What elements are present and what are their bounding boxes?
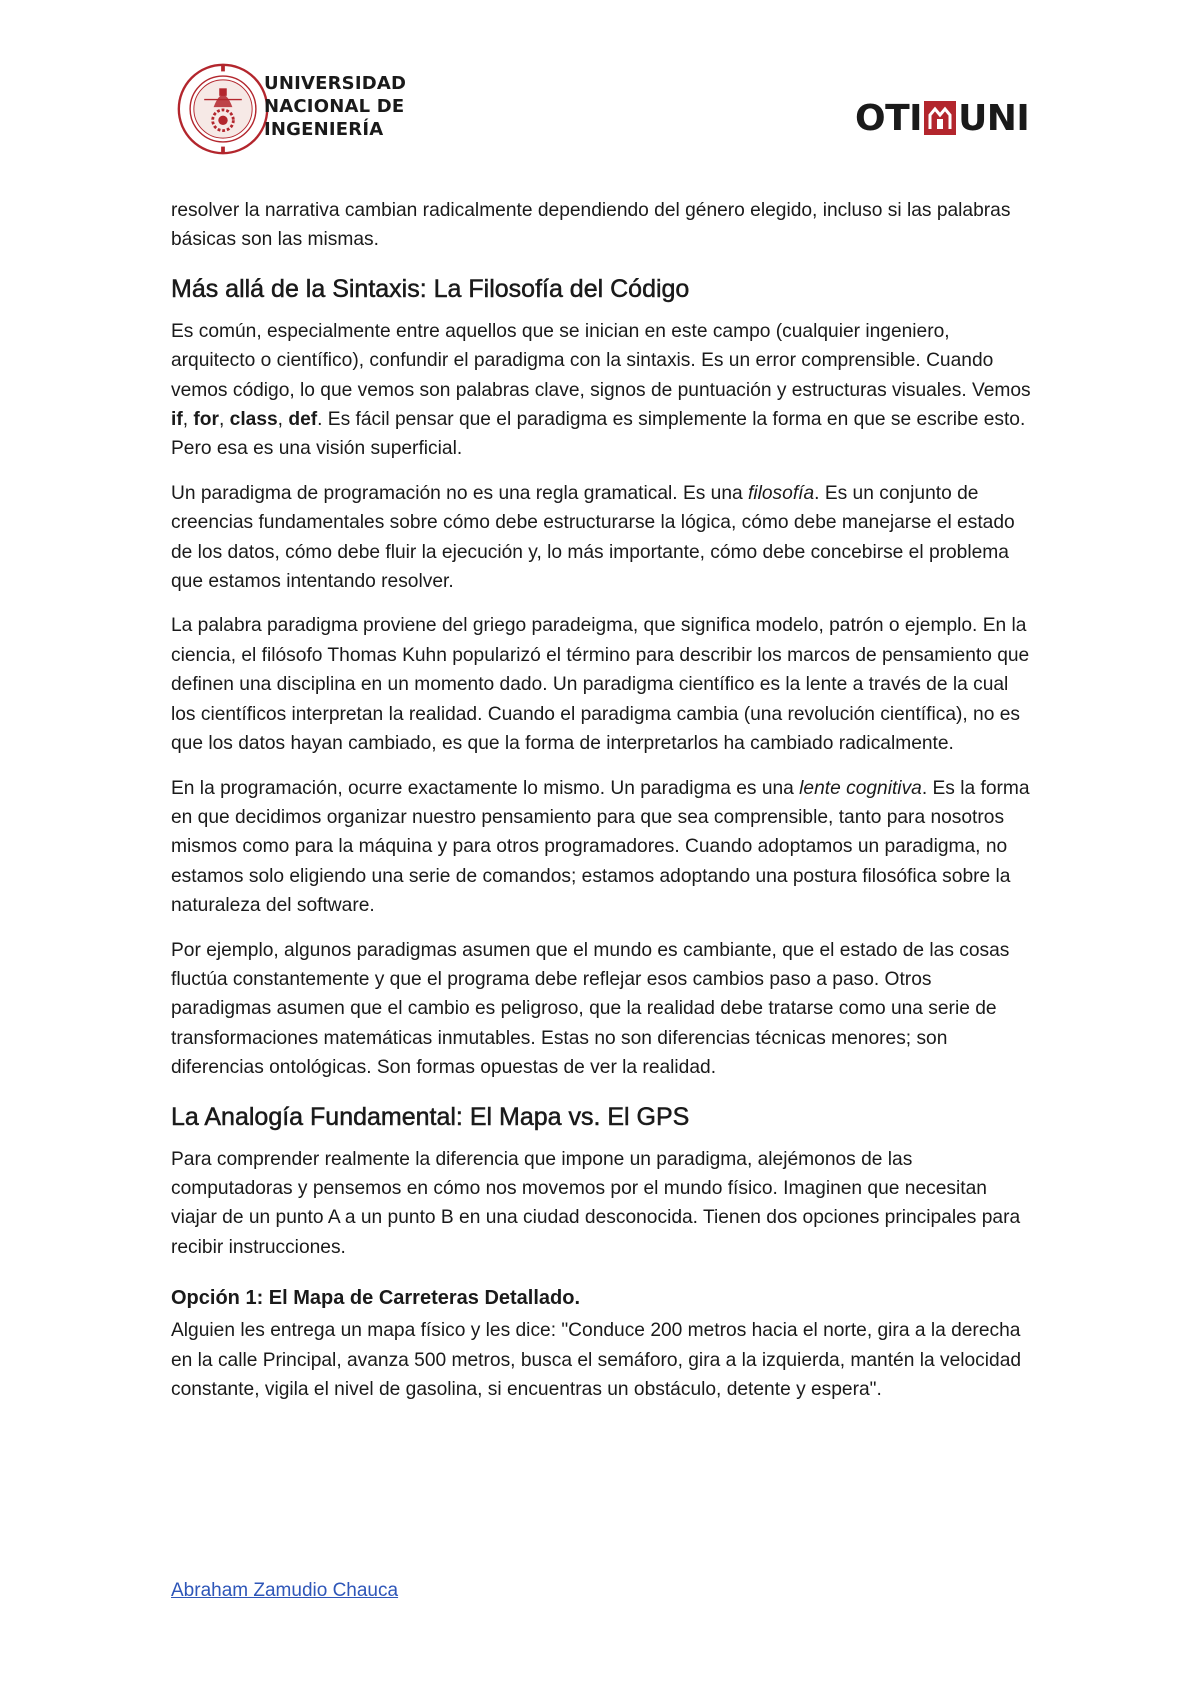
heading-option-1: Opción 1: El Mapa de Carreteras Detallado. [171, 1287, 581, 1310]
emphasis-lente-cognitiva: lente cognitiva [799, 777, 922, 799]
author-link[interactable]: Abraham Zamudio Chauca [171, 1580, 399, 1601]
university-name [264, 72, 406, 141]
emphasis-filosofia: filosofía [748, 482, 815, 504]
keyword-for: for [193, 409, 219, 431]
heading-map-vs-gps: La Analogía Fundamental: El Mapa vs. El GPS [171, 1102, 690, 1131]
oti-uni-logo [855, 98, 1029, 138]
university-name-line-2: NACIONAL DE [264, 96, 405, 117]
university-name-line-1: UNIVERSIDAD [264, 73, 407, 94]
page-header [0, 0, 1192, 170]
paragraph-analogy: Para comprender realmente la diferencia que impone un paradigma, alejémonos de las computadoras y pensemos en cómo nos movemos por el mundo físico. Imaginen que necesitan viajar de un punto A a un punto B en una ciudad desconocida. Tienen dos opciones principales para recibir instrucciones. [171, 1148, 1021, 1258]
keyword-def: def [288, 409, 318, 431]
paragraph-continuation: resolver la narrativa cambian radicalmente dependiendo del género elegido, incluso si las palabras básicas son las mismas. [171, 200, 1011, 251]
paragraph-cognitive-lens: En la programación, ocurre exactamente lo mismo. Un paradigma es una lente cognitiva. Es la forma en que decidimos organizar nuestro pensamiento para que sea comprensible, tanto para nosotros mismos como para la máquina y para otros programadores. Cuando adoptamos un paradigma, no estamos solo eligiendo una serie de comandos; estamos adoptando una postura filosófica sobre la naturaleza del software. [171, 777, 1030, 917]
uni-text: UNI [958, 97, 1030, 139]
university-name-line-3: INGENIERÍA [264, 119, 384, 140]
oti-mark-icon [924, 101, 956, 135]
document-body [171, 196, 1031, 1404]
heading-syntax-philosophy: Más allá de la Sintaxis: La Filosofía del Código [171, 274, 690, 303]
paragraph-option-1: Alguien les entrega un mapa físico y les dice: "Conduce 200 metros hacia el norte, gira a la derecha en la calle Principal, avanza 500 metros, busca el semáforo, gira a la izquierda, mantén la velocidad constante, vigila el nivel de gasolina, si encuentras un obstáculo, detente y espera". [171, 1320, 1022, 1400]
paragraph-syntax: Es común, especialmente entre aquellos que se inician en este campo (cualquier ingeniero, arquitecto o científico), confundir el paradigma con la sintaxis. Es un error comprensible. Cuando vemos código, lo que vemos son palabras clave, signos de puntuación y estructuras visuales. Vemos if, for, class, def. Es fácil pensar que el paradigma es simplemente la forma en que se escribe esto. Pero esa es una visión superficial. [171, 320, 1031, 460]
paragraph-kuhn: La palabra paradigma proviene del griego paradeigma, que significa modelo, patrón o ejemplo. En la ciencia, el filósofo Thomas Kuhn popularizó el término para describir los marcos de pensamiento que definen una disciplina en un momento dado. Un paradigma científico es la lente a través de la cual los científicos interpretan la realidad. Cuando el paradigma cambia (una revolución científica), no es que los datos hayan cambiado, es que la forma de interpretarlos ha cambiado radicalmente. [171, 615, 1030, 755]
keyword-class: class [229, 409, 278, 431]
university-seal-icon [176, 62, 270, 156]
oti-text: OTI [855, 97, 923, 139]
paragraph-philosophy: Un paradigma de programación no es una regla gramatical. Es una filosofía. Es un conjunto de creencias fundamentales sobre cómo debe estructurarse la lógica, cómo debe manejarse el estado de los datos, cómo debe fluir la ejecución y, lo más importante, cómo debe concebirse el problema que estamos intentando resolver. [171, 482, 1015, 593]
keyword-if: if [171, 409, 183, 431]
paragraph-example: Por ejemplo, algunos paradigmas asumen que el mundo es cambiante, que el estado de las cosas fluctúa constantemente y que el programa debe reflejar esos cambios paso a paso. Otros paradigmas asumen que el cambio es peligroso, que la realidad debe tratarse como una serie de transformaciones matemáticas inmutables. Estas no son diferencias técnicas menores; son diferencias ontológicas. Son formas opuestas de ver la realidad. [171, 939, 1010, 1079]
